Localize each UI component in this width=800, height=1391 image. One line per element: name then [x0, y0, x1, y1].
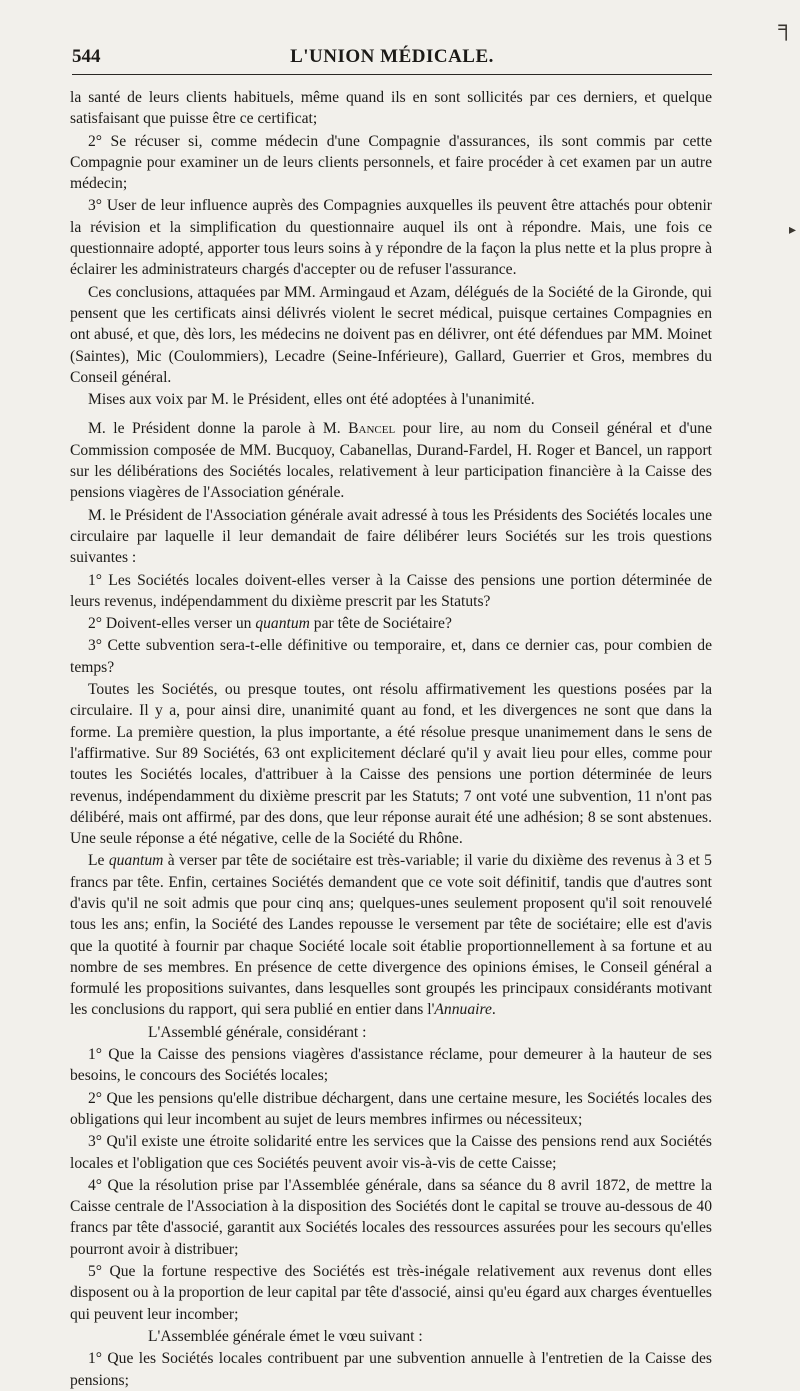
paragraph: 1° Que les Sociétés locales contribuent par une subvention annuelle à l'entretien de la Caisse des pensions;	[70, 1350, 712, 1389]
paragraph: Mises aux voix par M. le Président, elles ont été adoptées à l'unanimité.	[88, 391, 535, 409]
page-number: 544	[72, 46, 101, 67]
paragraph: 2° Doivent-elles verser un quantum par tête de Sociétaire?	[88, 615, 452, 633]
paragraph: L'Assemblé générale, considérant :	[148, 1023, 367, 1041]
paragraph: 5° Que la fortune respective des Sociétés est très-inégale relativement aux revenus dont elles disposent ou à la proportion de leur capital par tête d'associé, ainsi qu'eu égard aux charges éventuelles qui peuvent leur incomber;	[70, 1263, 712, 1323]
paragraph: la santé de leurs clients habituels, même quand ils en sont sollicités par ces derniers, et quelque satisfaisant que puisse être ce certificat;	[70, 89, 712, 128]
paragraph: 1° Les Sociétés locales doivent-elles verser à la Caisse des pensions une portion déterminée de leurs revenus, indépendamment du dixième prescrit par les Statuts?	[70, 571, 712, 610]
margin-mark-icon: ╕	[778, 14, 794, 39]
paragraph: 3° Qu'il existe une étroite solidarité entre les services que la Caisse des pensions rend aux Sociétés locales et l'obligation que ces Sociétés peuvent avoir vis-à-vis de cette Caisse;	[70, 1133, 712, 1172]
paragraph: 1° Que la Caisse des pensions viagères d'assistance réclame, pour demeurer à la hauteur de ses besoins, le concours des Sociétés locales;	[70, 1046, 712, 1085]
paragraph: Toutes les Sociétés, ou presque toutes, ont résolu affirmativement les questions posées par la circulaire. Il y a, pour ainsi dire, unanimité quant au fond, et les divergences ne sont que dans la forme. La première question, la plus importante, a été résolue presque unanimement dans le sens de l'affirmative. Sur 89 Sociétés, 63 ont explicitement déclaré qu'il y avait lieu pour elles, comme pour toutes les Sociétés locales, d'attribuer à la Caisse des pensions une portion déterminée de leurs revenus, indépendamment du dixième prescrit par les Statuts; 7 ont voté une subvention, 11 n'ont pas délibéré, mais ont affirmé, par des dons, que leur réponse aurait été une adhésion; 8 se sont abstenues. Une seule réponse a été négative, celle de la Société du Rhône.	[70, 681, 712, 848]
paragraph: Ces conclusions, attaquées par MM. Armingaud et Azam, délégués de la Société de la Gironde, qui pensent que les certificats ainsi délivrés violent le secret médical, puisque certaines Compagnies en ont abusé, et que, dès lors, les médecins ne doivent pas en délivrer, ont été défendues par MM. Moinet (Saintes), Mic (Coulommiers), Lecadre (Seine-Inférieure), Gallard, Guerrier et Gros, membres du Conseil général.	[70, 283, 712, 386]
paragraph: 2° Se récuser si, comme médecin d'une Compagnie d'assurances, ils sont commis par cette Compagnie pour examiner un de leurs clients personnels, et faire procéder à cet examen par un autre médecin;	[70, 132, 712, 193]
paragraph: 2° Que les pensions qu'elle distribue déchargent, dans une certaine mesure, les Sociétés locales des obligations qui leur incombent au sujet de leurs membres infirmes ou nécessiteux;	[70, 1089, 712, 1128]
journal-title: L'UNION MÉDICALE.	[290, 46, 494, 67]
paragraph: L'Assemblée générale émet le vœu suivant :	[148, 1327, 423, 1345]
paragraph: M. le Président de l'Association générale avait adressé à tous les Présidents des Sociétés locales une circulaire par laquelle il leur demandait de faire délibérer leurs Sociétés sur les trois questions suivantes :	[70, 506, 712, 567]
running-header	[72, 40, 712, 75]
margin-tick-icon: ▸	[788, 223, 796, 238]
paragraph: Le quantum à verser par tête de sociétaire est très-variable; il varie du dixième des revenus à 3 et 5 francs par tête. Enfin, certaines Sociétés demandent que ce vote soit définitif, tandis que d'autres sont d'avis qu'il ne soit admis que pour cinq ans; quelques-unes seulement proposent qu'il soit renouvelé tous les ans; enfin, la Société des Landes repousse le versement par tête de sociétaire; elle est d'avis que la quotité à fournir par chaque Société locale soit établie proportionnellement à sa fortune et au nombre de ses membres. En présence de cette divergence des opinions émises, le Conseil général a formulé les propositions suivantes, dans lesquelles sont groupés les principaux considérants motivant les conclusions du rapport, qui sera publié en entier dans l'Annuaire.	[70, 852, 712, 1019]
article-body	[70, 87, 712, 1391]
paragraph: M. le Président donne la parole à M. Bancel pour lire, au nom du Conseil général et d'une Commission composée de MM. Bucquoy, Cabanellas, Durand-Fardel, H. Roger et Bancel, un rapport sur les délibérations des Sociétés locales, relativement à leur participation financière à la Caisse des pensions viagères de l'Association générale.	[70, 420, 713, 502]
paragraph: 4° Que la résolution prise par l'Assemblée générale, dans sa séance du 8 avril 1872, de mettre la Caisse centrale de l'Association à la disposition des Sociétés dont le capital se trouve au-dessous de 40 francs par tête d'associé, garantit aux Sociétés locales des ressources assurées pour les secours qu'elles pourront avoir à distribuer;	[70, 1176, 712, 1258]
paragraph: 3° Cette subvention sera-t-elle définitive ou temporaire, et, dans ce dernier cas, pour combien de temps?	[70, 637, 712, 676]
paragraph: 3° User de leur influence auprès des Compagnies auxquelles ils peuvent être attachés pour obtenir la révision et la simplification du questionnaire auquel ils ont à répondre. Mais, une fois ce questionnaire adopté, apporter tous leurs soins à y répondre de la façon la plus nette et la plus propre à éclairer les administrateurs chargés d'accepter ou de refuser l'assurance.	[70, 197, 712, 279]
